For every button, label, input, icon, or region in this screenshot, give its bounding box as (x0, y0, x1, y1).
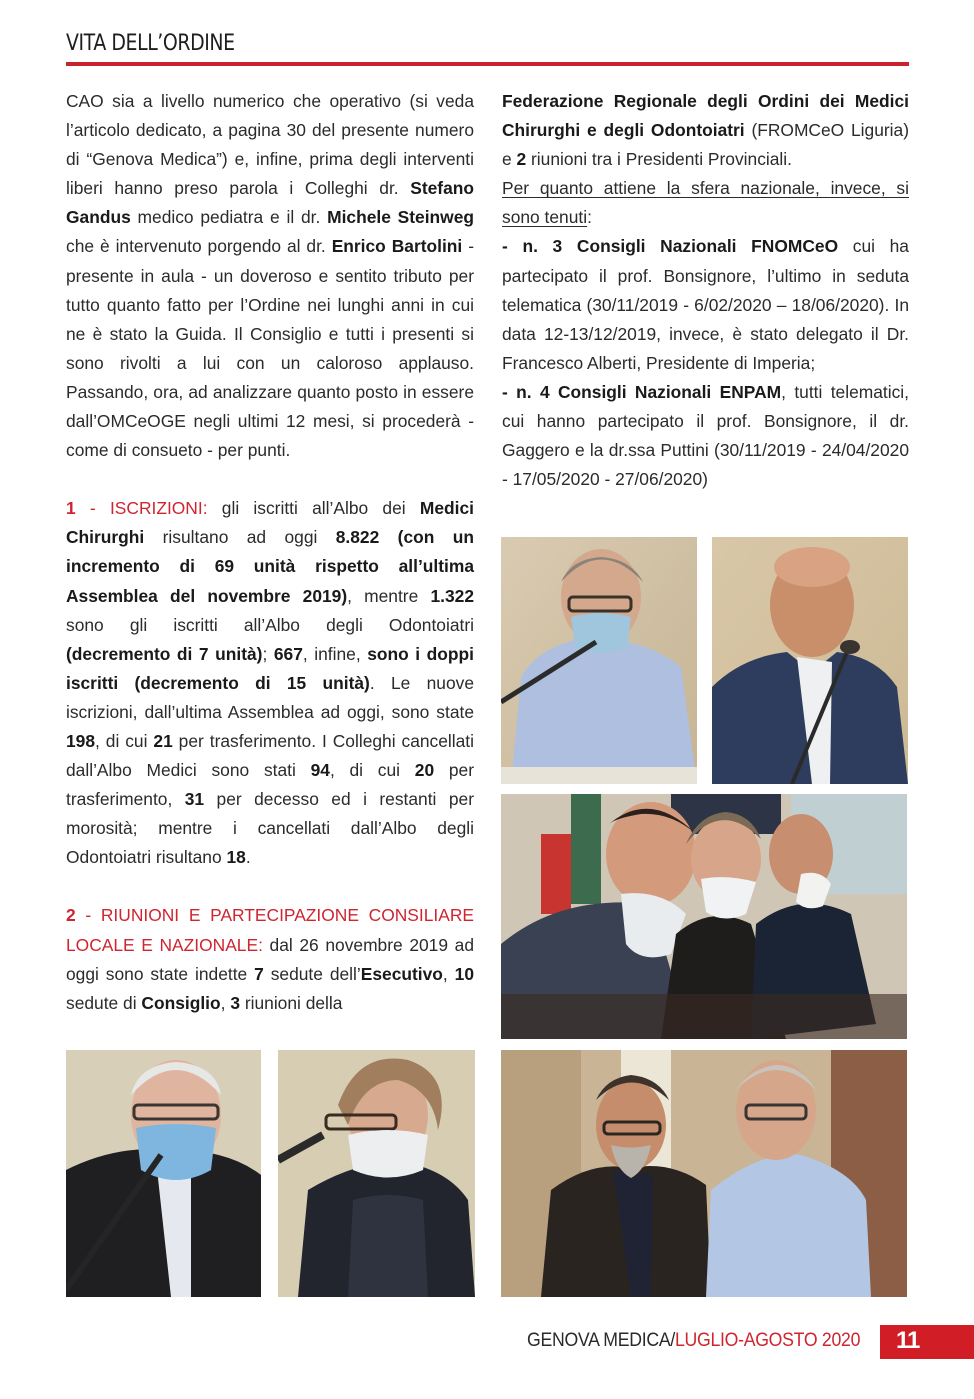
publication-name: GENOVA MEDICA/ (527, 1330, 675, 1351)
photo-bald-man-blue-jacket-mic (712, 537, 908, 784)
photo-illustration-icon (501, 794, 907, 1039)
left-text-column (66, 87, 474, 1018)
list-item-fnomceo: - n. 3 Consigli Nazionali FNOMCeO cui ha partecipato il prof. Bonsignore, l’ultimo in seduta telematica (30/11/2019 - 6/02/2020 – 18/06/2020). In data 12-13/12/2019, invece, è stato delegato il Dr. Francesco Alberti, Presidente di Imperia; (502, 236, 909, 373)
photo-illustration-icon (712, 537, 908, 784)
section-heading: - ISCRIZIONI: (75, 498, 208, 519)
section-number: 1 (66, 498, 76, 519)
photo-woman-white-mask (278, 1050, 475, 1297)
photo-two-men-standing (501, 1050, 907, 1297)
list-item-enpam: - n. 4 Consigli Nazionali ENPAM, tutti telematici, cui hanno partecipato il prof. Bonsignore, il dr. Gaggero e la dr.ssa Puttini (30/11/2019 - 24/04/2020 - 17/05/2020 - 27/06/2020) (502, 381, 909, 490)
footer-publication (527, 1330, 860, 1352)
intro-paragraph: CAO sia a livello numerico che operativo (si veda l’articolo dedicato, a pagina 30 del presente numero di “Genova Medica”) e, infine, prima degli interventi liberi hanno preso parola i Colleghi dr. Stefano Gandus medico pediatra e il dr. Michele Steinweg che è intervenuto porgendo al dr. Enrico Bartolini - presente in aula - un doveroso e sentito tributo per tutto quanto fatto per l’Ordine nei lunghi anni in cui ne è stato la Guida. Il Consiglio e tutti i presenti si sono rivolti a lui con un caloroso applauso. Passando, ora, ad analizzare quanto posto in essere dall’OMCeOGE negli ultimi 12 mesi, si procederà - come di consueto - per punti. (66, 91, 474, 461)
section-iscrizioni: 1 - ISCRIZIONI: gli iscritti all’Albo dei Medici Chirurghi risultano ad oggi 8.822 (con un incremento di 69 unità rispetto all’ultima Assemblea del novembre 2019), mentre 1.322 sono gli iscritti all’Albo degli Odontoiatri (decremento di 7 unità); 667, infine, sono i doppi iscritti (decremento di 15 unità). Le nuove iscrizioni, dall’ultima Assemblea ad oggi, sono state 198, di cui 21 per trasferimento. I Colleghi cancellati dall’Albo Medici sono stati 94, di cui 20 per trasferimento, 31 per decesso ed i restanti per morosità; mentre i cancellati dall’Albo degli Odontoiatri risultano 18. (66, 498, 475, 868)
section-heading: - RIUNIONI E PARTECIPAZIONE CONSILIARE LOCALE E NAZIONALE: (66, 905, 474, 955)
name-michele-steinweg: Michele Steinweg (327, 207, 474, 228)
continuation-paragraph: Federazione Regionale degli Ordini dei Medici Chirurghi e degli Odontoiatri (FROMCeO Liguria) e 2 riunioni tra i Presidenti Provinciali. (502, 91, 910, 170)
photo-masked-man-blue-shirt-mic (501, 537, 697, 784)
header-divider (66, 62, 909, 66)
right-text-column (502, 87, 909, 494)
name-enrico-bartolini: Enrico Bartolini (331, 236, 463, 257)
photo-three-people-masks-table (501, 794, 907, 1039)
photo-illustration-icon (501, 1050, 907, 1297)
photo-white-haired-man-mask-mic (66, 1050, 261, 1297)
section-number: 2 (66, 905, 76, 926)
name-stefano-gandus: Stefano Gandus (66, 178, 474, 228)
page-number-badge (880, 1325, 974, 1359)
section-title: VITA DELL’ORDINE (66, 31, 235, 56)
issue-date: LUGLIO-AGOSTO 2020 (674, 1330, 861, 1351)
photo-illustration-icon (501, 537, 697, 784)
photo-illustration-icon (278, 1050, 475, 1297)
national-intro: Per quanto attiene la sfera nazionale, invece, si sono tenuti: (502, 178, 909, 228)
page-number: 11 (896, 1327, 920, 1354)
section-riunioni: 2 - RIUNIONI E PARTECIPAZIONE CONSILIARE LOCALE E NAZIONALE: dal 26 novembre 2019 ad oggi sono state indette 7 sedute dell’Esecutivo, 10 sedute di Consiglio, 3 riunioni della (66, 905, 475, 1013)
photo-illustration-icon (66, 1050, 261, 1297)
